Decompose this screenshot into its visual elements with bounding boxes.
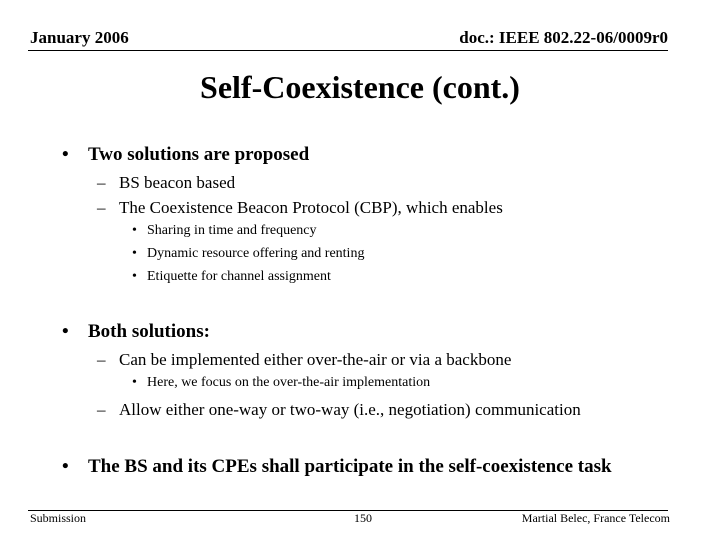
header-rule [28,50,668,51]
bullet-2-sub-1-item [132,375,430,391]
bullet-marker: • [132,269,137,284]
bullet-3-text: The BS and its CPEs shall participate in the self-coexistence task [88,456,612,477]
list-item-text: Sharing in time and frequency [147,223,317,238]
dash-marker: – [97,173,106,192]
footer-page-number: 150 [354,511,372,525]
bullet-marker: • [132,246,137,261]
footer-author: Martial Belec, France Telecom [521,511,670,525]
bullet-marker: • [62,456,69,477]
footer-submission: Submission [30,511,87,525]
bullet-2-sub-2 [97,400,581,420]
bullet-marker: • [132,223,137,238]
bullet-2-sub-1-text: Can be implemented either over-the-air or via a backbone [119,350,512,369]
bullet-1-sub-2-item-2 [132,246,364,262]
list-item-text: Etiquette for channel assignment [147,269,331,284]
bullet-marker: • [62,321,69,342]
slide-title: Self-Coexistence (cont.) [200,69,520,105]
bullet-1-sub-2-item-3 [132,269,331,285]
bullet-1-sub-2-item-1 [132,223,317,239]
bullet-1-sub-1-text: BS beacon based [119,173,236,192]
bullet-2-sub-1 [97,350,511,370]
bullet-2-text: Both solutions: [88,321,210,342]
list-item-text: Dynamic resource offering and renting [147,246,365,261]
dash-marker: – [97,198,106,217]
bullet-1 [62,144,309,166]
bullet-1-sub-2-text: The Coexistence Beacon Protocol (CBP), which enables [119,198,503,217]
bullet-marker: • [62,144,69,165]
header-doc-id: doc.: IEEE 802.22-06/0009r0 [459,28,668,47]
bullet-1-text: Two solutions are proposed [88,144,310,165]
header-date: January 2006 [30,28,129,47]
dash-marker: – [97,350,106,369]
bullet-3 [62,456,612,478]
bullet-marker: • [132,375,137,390]
list-item-text: Here, we focus on the over-the-air implementation [147,375,431,390]
bullet-1-sub-2 [97,198,503,218]
bullet-1-sub-1 [97,173,235,193]
dash-marker: – [97,400,106,419]
bullet-2 [62,321,210,343]
bullet-2-sub-2-text: Allow either one-way or two-way (i.e., negotiation) communication [119,400,581,419]
